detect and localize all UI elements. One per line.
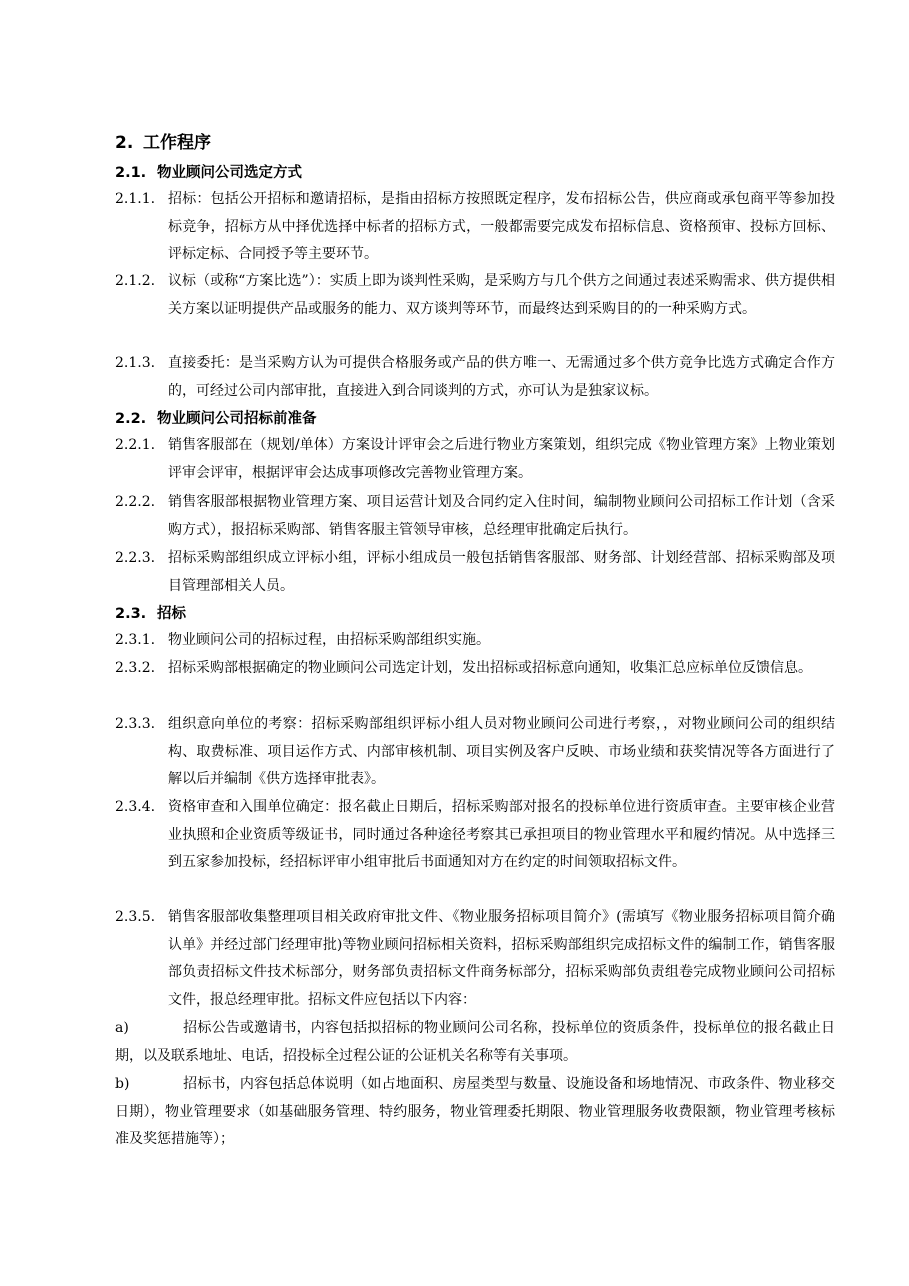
item-number: 2.3.2. [115, 660, 156, 676]
item-number: 2.3.4. [115, 799, 156, 815]
subsection-number: 2.3. [115, 606, 147, 622]
paragraph-text: 招标公告或邀请书，内容包括拟招标的物业顾问公司名称，投标单位的资质条件，投标单位的报名截止日期，以及联系地址、电话，招投标全过程公证的公证机关名称等有关事项。 [115, 1020, 835, 1064]
list-item [115, 655, 835, 683]
list-item [115, 268, 835, 323]
item-number: 2.2.3. [115, 550, 156, 566]
item-number: 2.3.3. [115, 716, 156, 732]
item-number: 2.3.5. [115, 909, 156, 925]
item-number: 2.1.1. [115, 191, 156, 207]
section-number: 2. [115, 133, 134, 153]
item-text: 销售客服部在（规划/单体）方案设计评审会之后进行物业方案策划，组织完成《物业管理方案》上物业策划评审会评审，根据评审会达成事项修改完善物业管理方案。 [168, 437, 835, 481]
list-item [115, 904, 835, 1014]
item-text: 组织意向单位的考察：招标采购部组织评标小组人员对物业顾问公司进行考察，，对物业顾问公司的组织结构、取费标准、项目运作方式、内部审核机制、项目实例及客户反映、市场业绩和获奖情况等各方面进行了解以后并编制《供方选择审批表》。 [168, 716, 835, 787]
item-number: 2.1.2. [115, 273, 156, 289]
list-item [115, 711, 835, 794]
item-text: 招标采购部根据确定的物业顾问公司选定计划，发出招标或招标意向通知，收集汇总应标单位反馈信息。 [168, 660, 812, 676]
subsection-number: 2.1. [115, 165, 147, 181]
subsection-heading [115, 600, 186, 628]
list-item [115, 350, 835, 405]
item-number: 2.2.2. [115, 494, 156, 510]
content-paragraph [115, 1015, 835, 1070]
subsection-heading [115, 159, 302, 187]
item-text: 招标采购部组织成立评标小组，评标小组成员一般包括销售客服部、财务部、计划经营部、招标采购部及项目管理部相关人员。 [168, 550, 835, 594]
paragraph-text: 招标书，内容包括总体说明（如占地面积、房屋类型与数量、设施设备和场地情况、市政条件、物业移交日期），物业管理要求（如基础服务管理、特约服务，物业管理委托期限、物业管理服务收费限额，物业管理考核标准及奖惩措施等）； [115, 1076, 835, 1147]
subsection-title: 招标 [157, 606, 186, 622]
item-text: 直接委托：是当采购方认为可提供合格服务或产品的供方唯一、无需通过多个供方竞争比选方式确定合作方的，可经过公司内部审批，直接进入到合同谈判的方式，亦可认为是独家议标。 [168, 355, 835, 399]
item-text: 招标：包括公开招标和邀请招标，是指由招标方按照既定程序，发布招标公告，供应商或承包商平等参加投标竞争，招标方从中择优选择中标者的招标方式，一般都需要完成发布招标信息、资格预审、投标方回标、评标定标、合同授予等主要环节。 [168, 191, 835, 262]
item-text: 物业顾问公司的招标过程，由招标采购部组织实施。 [168, 632, 490, 648]
content-paragraph [115, 1071, 835, 1154]
item-text: 资格审查和入围单位确定：报名截止日期后，招标采购部对报名的投标单位进行资质审查。主要审核企业营业执照和企业资质等级证书，同时通过各种途径考察其已承担项目的物业管理水平和履约情况。从中选择三到五家参加投标，经招标评审小组审批后书面通知对方在约定的时间领取招标文件。 [168, 799, 835, 870]
list-item [115, 545, 835, 600]
paragraph-label: b) [115, 1076, 130, 1092]
item-number: 2.1.3. [115, 355, 156, 371]
section-heading [115, 129, 211, 157]
section-title: 工作程序 [143, 133, 211, 153]
list-item [115, 794, 835, 877]
item-text: 销售客服部收集整理项目相关政府审批文件、《物业服务招标项目简介》(需填写《物业服务招标项目简介确认单》并经过部门经理审批)等物业顾问招标相关资料，招标采购部组织完成招标文件的编制工作，销售客服部负责招标文件技术标部分，财务部负责招标文件商务标部分，招标采购部负责组卷完成物业顾问公司招标文件，报总经理审批。招标文件应包括以下内容： [168, 909, 835, 1008]
subsection-number: 2.2. [115, 411, 147, 427]
item-number: 2.2.1. [115, 437, 156, 453]
paragraph-label: a) [115, 1020, 129, 1036]
item-text: 销售客服部根据物业管理方案、项目运营计划及合同约定入住时间，编制物业顾问公司招标工作计划（含采购方式），报招标采购部、销售客服主管领导审核，总经理审批确定后执行。 [168, 494, 835, 538]
list-item [115, 489, 835, 544]
list-item [115, 432, 835, 487]
list-item [115, 186, 835, 269]
item-text: 议标（或称“方案比选”）：实质上即为谈判性采购，是采购方与几个供方之间通过表述采购需求、供方提供相关方案以证明提供产品或服务的能力、双方谈判等环节，而最终达到采购目的的一种采购方式。 [168, 273, 835, 317]
subsection-title: 物业顾问公司选定方式 [157, 165, 302, 181]
list-item [115, 627, 835, 655]
subsection-title: 物业顾问公司招标前准备 [157, 411, 317, 427]
item-number: 2.3.1. [115, 632, 156, 648]
subsection-heading [115, 405, 317, 433]
